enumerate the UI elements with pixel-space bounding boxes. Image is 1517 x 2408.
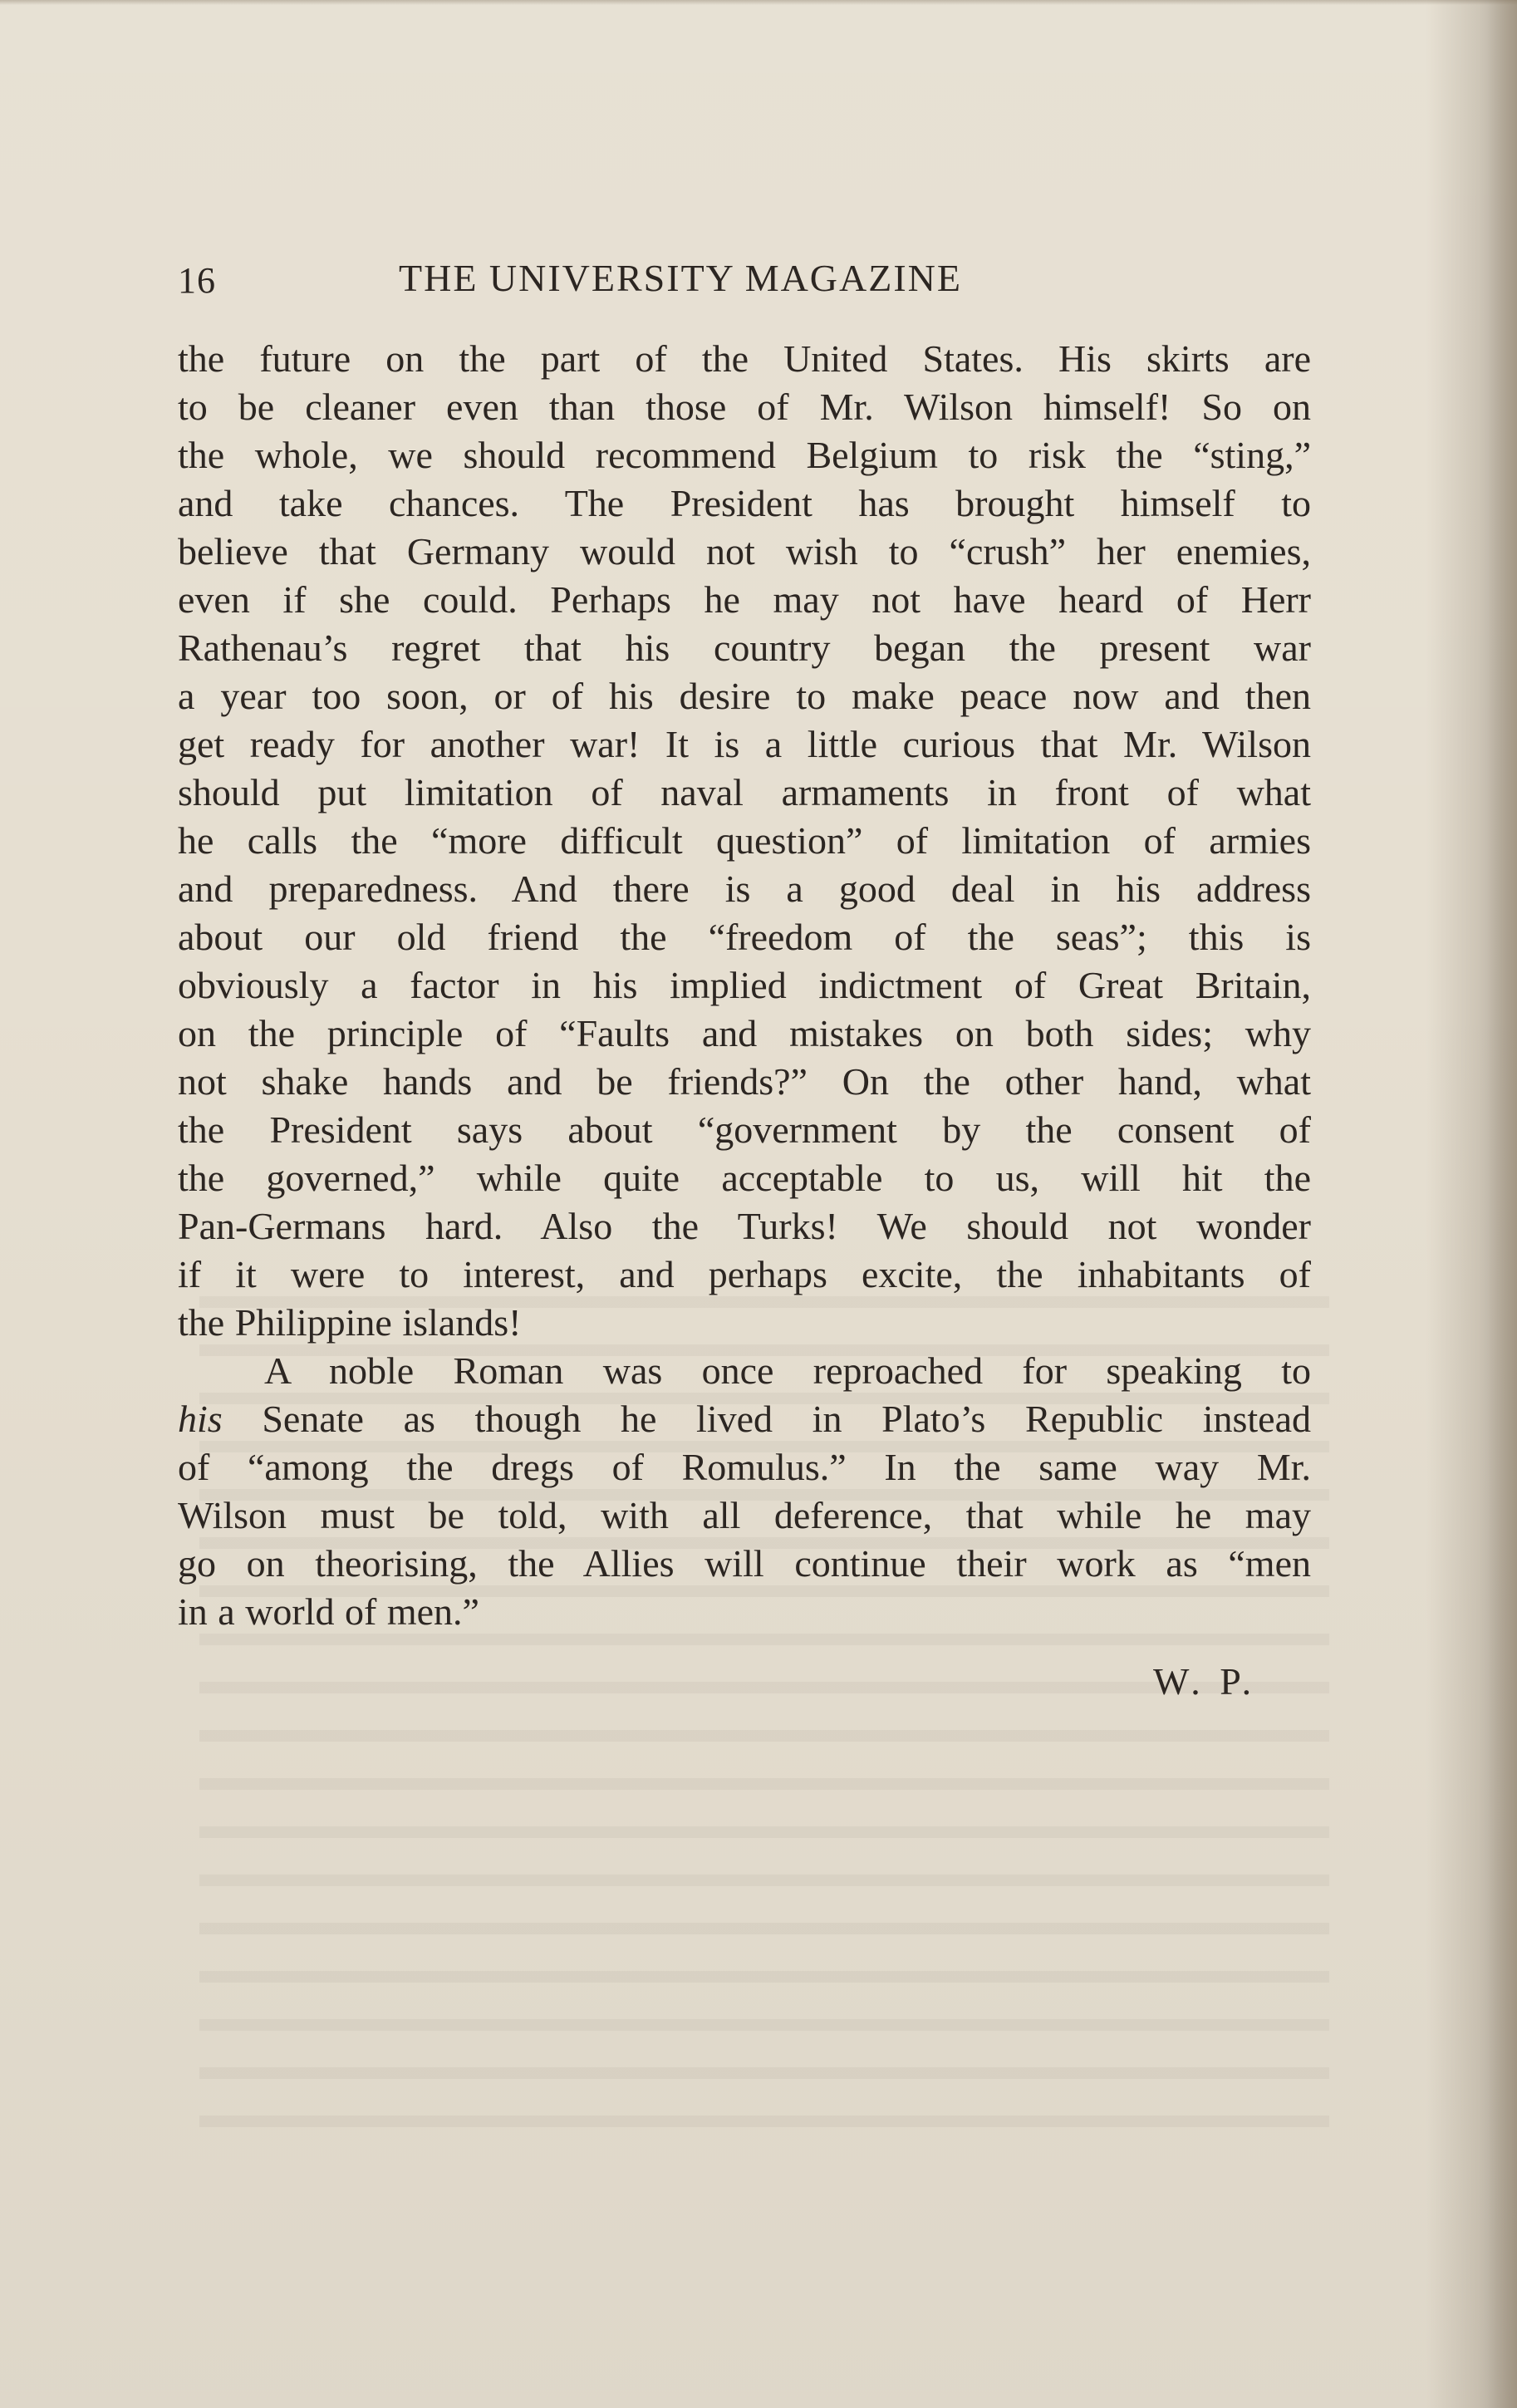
text-line: Rathenau’s regret that his country began the present war (178, 627, 1311, 669)
text-line: the President says about “government by the consent of (178, 1108, 1311, 1151)
text-line: and take chances. The President has brought himself to (178, 482, 1311, 524)
text-line: to be cleaner even than those of Mr. Wilson himself! So on (178, 386, 1311, 428)
text-line: Wilson must be told, with all deference, that while he may (178, 1494, 1311, 1536)
text-line: get ready for another war! It is a little curious that Mr. Wilson (178, 723, 1311, 765)
text-line: not shake hands and be friends?” On the other hand, what (178, 1060, 1311, 1103)
page-number: 16 (178, 260, 216, 301)
text-line: should put limitation of naval armaments in front of what (178, 771, 1311, 813)
text-line: even if she could. Perhaps he may not have heard of Herr (178, 578, 1311, 621)
text-line: about our old friend the “freedom of the seas”; this is (178, 916, 1311, 958)
author-signature: W. P. (1153, 1660, 1257, 1703)
text-line: the whole, we should recommend Belgium to risk the “sting,” (178, 434, 1311, 476)
text-line: obviously a factor in his implied indictment of Great Britain, (178, 964, 1311, 1006)
text-line: if it were to interest, and perhaps excite, the inhabitants of (178, 1253, 1311, 1295)
text-line: he calls the “more difficult question” of limitation of armies (178, 819, 1311, 862)
text-line (178, 1395, 1311, 1443)
text-line: the Philippine islands! (178, 1301, 522, 1344)
text-line: the governed,” while quite acceptable to us, will hit the (178, 1157, 1311, 1199)
page-top-edge (0, 0, 1517, 5)
running-title: THE UNIVERSITY MAGAZINE (399, 257, 962, 299)
italic-word: his (178, 1398, 223, 1440)
text-line: a year too soon, or of his desire to make peace now and then (178, 675, 1311, 717)
page-header (178, 249, 1308, 307)
page-right-edge (1487, 0, 1517, 2408)
text-line: and preparedness. And there is a good deal in his address (178, 867, 1311, 910)
paragraph-start-line: A noble Roman was once reproached for speaking to (264, 1349, 1311, 1392)
text-line-rest: Senate as though he lived in Plato’s Republic instead (222, 1398, 1311, 1440)
text-line: Pan-Germans hard. Also the Turks! We should not wonder (178, 1205, 1311, 1247)
text-line: on the principle of “Faults and mistakes on both sides; why (178, 1012, 1311, 1054)
text-line: in a world of men.” (178, 1590, 479, 1633)
article-body (178, 335, 1311, 1636)
text-line: believe that Germany would not wish to “crush” her enemies, (178, 530, 1311, 573)
text-line: go on theorising, the Allies will continue their work as “men (178, 1542, 1311, 1585)
text-line: of “among the dregs of Romulus.” In the same way Mr. (178, 1446, 1311, 1488)
text-line: the future on the part of the United States. His skirts are (178, 337, 1311, 380)
